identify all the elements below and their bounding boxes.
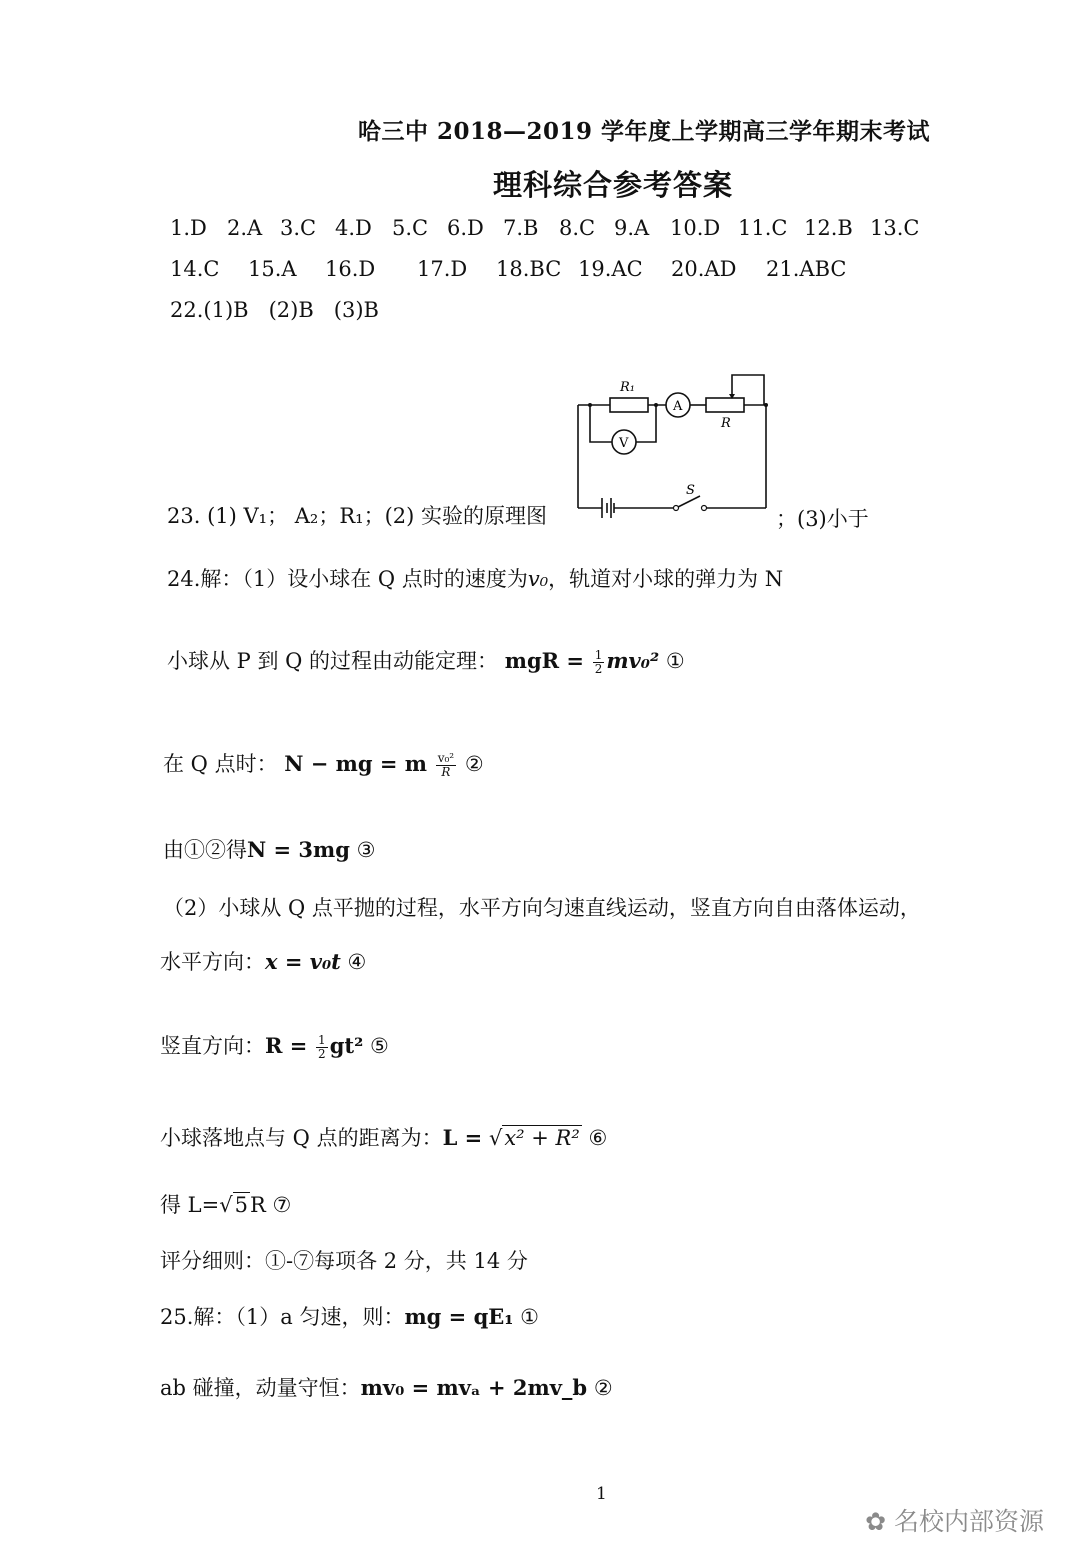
text: 小球落地点与 Q 点的距离为： xyxy=(160,1126,443,1150)
math-var: v₀ xyxy=(527,567,549,591)
answer-item: 18.BC xyxy=(496,257,562,281)
answer-item: 21.ABC xyxy=(766,257,847,281)
circuit-diagram xyxy=(568,370,778,525)
answer-item: 3.C xyxy=(280,216,317,240)
sqrt-expression: x² + R² xyxy=(504,1126,580,1150)
wechat-icon: ✿ xyxy=(865,1507,887,1536)
fraction: $\frac{1}{2}$ xyxy=(594,648,603,676)
text: 小球从 P 到 Q 的过程由动能定理： xyxy=(167,649,499,673)
text: 25.解：（1）a 匀速，则： xyxy=(160,1305,405,1329)
answer-item: 19.AC xyxy=(578,257,643,281)
q24-line-2 xyxy=(167,645,685,676)
rheostat-r xyxy=(706,398,744,412)
text: ，轨道对小球的弹力为 N xyxy=(548,567,784,591)
answer-item: 5.C xyxy=(392,216,429,240)
text: 得 L= xyxy=(160,1193,220,1217)
q25-line-2 xyxy=(160,1372,613,1402)
equation: gt² xyxy=(329,1033,364,1058)
equation: mgR = xyxy=(504,648,584,673)
battery-icon xyxy=(602,498,614,518)
equation: x = v₀t xyxy=(265,949,341,974)
text: 由①②得 xyxy=(163,838,247,862)
fraction: $\frac{1}{2}$ xyxy=(318,1033,326,1061)
answer-item: 14.C xyxy=(170,257,220,281)
text: R xyxy=(249,1193,266,1217)
answer-item: 8.C xyxy=(559,216,596,240)
marker: ② xyxy=(593,1376,613,1400)
answer-item: 20.AD xyxy=(671,257,737,281)
sqrt-expression: 5 xyxy=(234,1193,248,1217)
q24-line-9: 得 L=√5R ⑦ xyxy=(160,1193,292,1217)
text: 24.解：（1）设小球在 Q 点时的速度为 xyxy=(167,567,528,591)
answer-item: 15.A xyxy=(248,257,297,281)
answer-item: 17.D xyxy=(417,257,468,281)
ammeter-label: A xyxy=(673,399,683,414)
answer-item: 4.D xyxy=(335,216,372,240)
r1-label: R₁ xyxy=(620,380,635,395)
text: ab 碰撞，动量守恒： xyxy=(160,1376,361,1400)
answer-item: 1.D xyxy=(170,216,207,240)
switch-label: S xyxy=(686,483,695,498)
text: 竖直方向： xyxy=(160,1034,265,1058)
fraction: $\frac{\text{v₀²}}{R}$ xyxy=(437,751,455,779)
q24-line-8: 小球落地点与 Q 点的距离为：L = √x² + R² ⑥ xyxy=(160,1125,608,1150)
equation: R = xyxy=(265,1033,308,1058)
q24-line-6 xyxy=(160,946,366,976)
page-number: 1 xyxy=(596,1484,607,1504)
resistor-r1 xyxy=(610,398,648,412)
equation: mg = qE₁ xyxy=(404,1304,514,1329)
q24-line-5: （2）小球从 Q 点平抛的过程，水平方向匀速直线运动，竖直方向自由落体运动， xyxy=(163,896,921,920)
answer-item: 2.A xyxy=(227,216,263,240)
equation: L = xyxy=(442,1125,483,1150)
marker: ② xyxy=(464,752,484,776)
answer-item: 10.D xyxy=(670,216,721,240)
text: 水平方向： xyxy=(160,950,265,974)
q24-line-4 xyxy=(163,834,375,864)
scoring-rule: 评分细则：①-⑦每项各 2 分，共 14 分 xyxy=(160,1249,528,1273)
equation: N = 3mg xyxy=(247,837,350,862)
marker: ④ xyxy=(347,950,367,974)
marker: ⑤ xyxy=(369,1034,389,1058)
answer-item: 7.B xyxy=(503,216,539,240)
answer-item: 13.C xyxy=(870,216,920,240)
answer-item: 12.B xyxy=(804,216,853,240)
answer-item: 16.D xyxy=(325,257,376,281)
marker: ⑥ xyxy=(588,1126,608,1150)
answer-item: 6.D xyxy=(447,216,484,240)
exam-title: 哈三中 2018—2019 学年度上学期高三学年期末考试 xyxy=(358,118,931,145)
answer-key-title: 理科综合参考答案 xyxy=(493,168,734,202)
marker: ⑦ xyxy=(272,1193,292,1217)
q24-line-1 xyxy=(167,563,783,593)
equation: mv₀ = mvₐ + 2mv_b xyxy=(360,1375,588,1400)
rheostat-label: R xyxy=(721,416,731,431)
marker: ③ xyxy=(356,838,376,862)
q24-line-7 xyxy=(160,1030,389,1061)
marker: ① xyxy=(520,1305,539,1329)
text: 在 Q 点时： xyxy=(163,752,278,776)
q23-answer-suffix: ；(3)小于 xyxy=(776,507,869,531)
watermark xyxy=(865,1502,1044,1538)
voltmeter-label: V xyxy=(619,436,629,451)
answer-item: 11.C xyxy=(738,216,788,240)
q24-line-3 xyxy=(163,748,484,779)
marker: ① xyxy=(665,649,685,673)
q23-answer-prefix: 23. (1) V₁； A₂；R₁；(2) 实验的原理图 xyxy=(167,504,547,528)
answer-item: 9.A xyxy=(614,216,650,240)
q25-line-1 xyxy=(160,1301,539,1331)
equation: N − mg = m xyxy=(284,751,428,776)
q22-answer: 22.(1)B (2)B (3)B xyxy=(170,298,379,322)
watermark-text: 名校内部资源 xyxy=(893,1507,1044,1536)
equation: mv₀² xyxy=(606,648,660,673)
